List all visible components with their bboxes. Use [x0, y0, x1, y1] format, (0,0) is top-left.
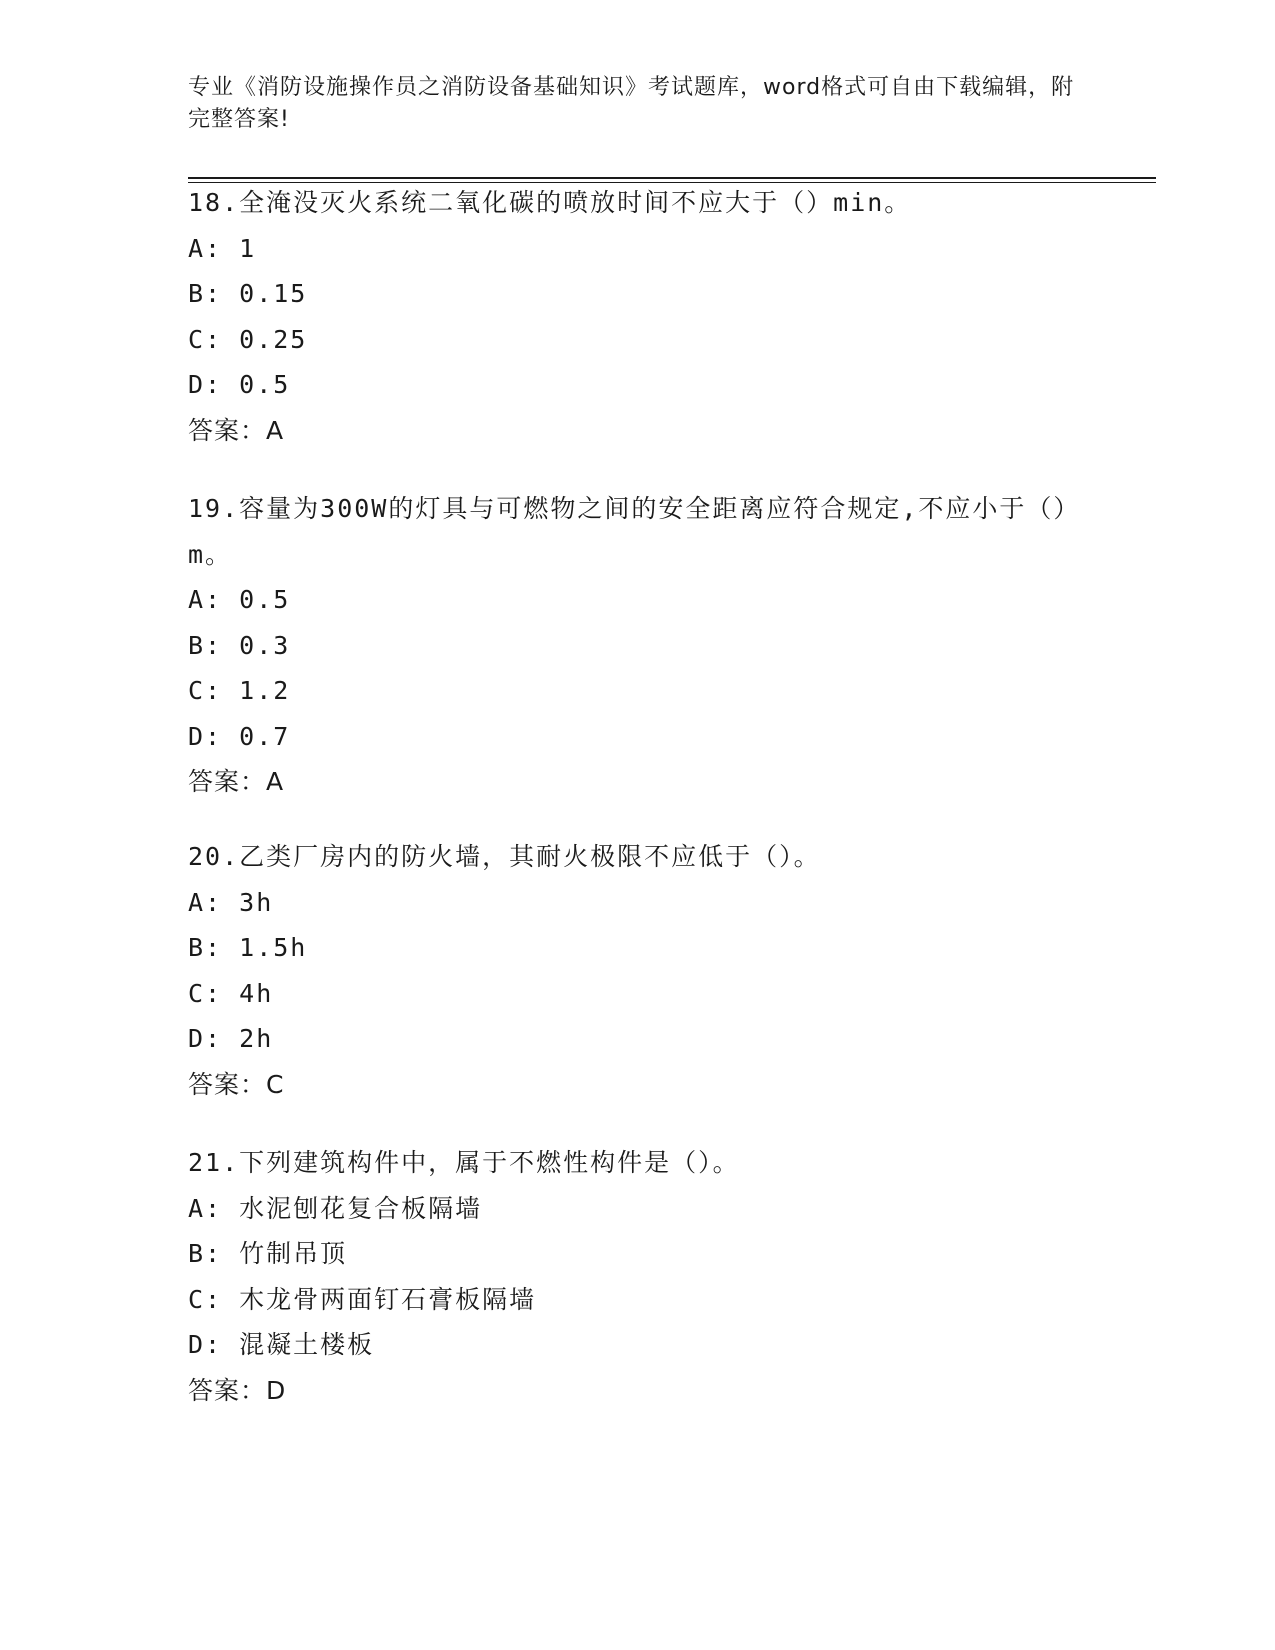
option-b: B: 竹制吊顶 — [188, 1239, 348, 1268]
option-b: B: 1.5h — [188, 933, 308, 962]
question-stem: 18.全淹没灭火系统二氧化碳的喷放时间不应大于（）min。 — [188, 188, 912, 217]
question-21 — [188, 1140, 1088, 1413]
option-a: A: 0.5 — [188, 585, 291, 614]
option-c: C: 4h — [188, 978, 274, 1008]
option-a: A: 水泥刨花复合板隔墙 — [188, 1193, 483, 1223]
question-20 — [188, 834, 1088, 1107]
question-stem: 20.乙类厂房内的防火墙，其耐火极限不应低于（）。 — [188, 842, 821, 871]
answer: 答案：A — [188, 415, 285, 445]
question-18 — [188, 180, 1088, 453]
option-b: B: 0.15 — [188, 279, 308, 308]
answer: 答案：C — [188, 1069, 285, 1099]
option-c: C: 0.25 — [188, 324, 308, 354]
answer: 答案：D — [188, 1375, 287, 1405]
option-c: C: 1.2 — [188, 676, 291, 705]
header-divider-thick — [188, 177, 1156, 179]
document-intro: 专业《消防设施操作员之消防设备基础知识》考试题库，word格式可自由下载编辑，附完整答案! — [188, 75, 1075, 132]
option-b: B: 0.3 — [188, 630, 291, 660]
option-a: A: 3h — [188, 887, 274, 917]
option-c: C: 木龙骨两面钉石膏板隔墙 — [188, 1284, 537, 1314]
question-19 — [188, 486, 1088, 805]
option-d: D: 混凝土楼板 — [188, 1330, 375, 1359]
question-stem: 21.下列建筑构件中，属于不燃性构件是（）。 — [188, 1148, 740, 1177]
question-stem: 19.容量为300W的灯具与可燃物之间的安全距离应符合规定,不应小于（）m。 — [188, 494, 1081, 569]
answer: 答案：A — [188, 767, 285, 796]
option-d: D: 0.5 — [188, 370, 291, 399]
option-a: A: 1 — [188, 233, 257, 263]
option-d: D: 0.7 — [188, 721, 291, 751]
option-d: D: 2h — [188, 1024, 274, 1053]
